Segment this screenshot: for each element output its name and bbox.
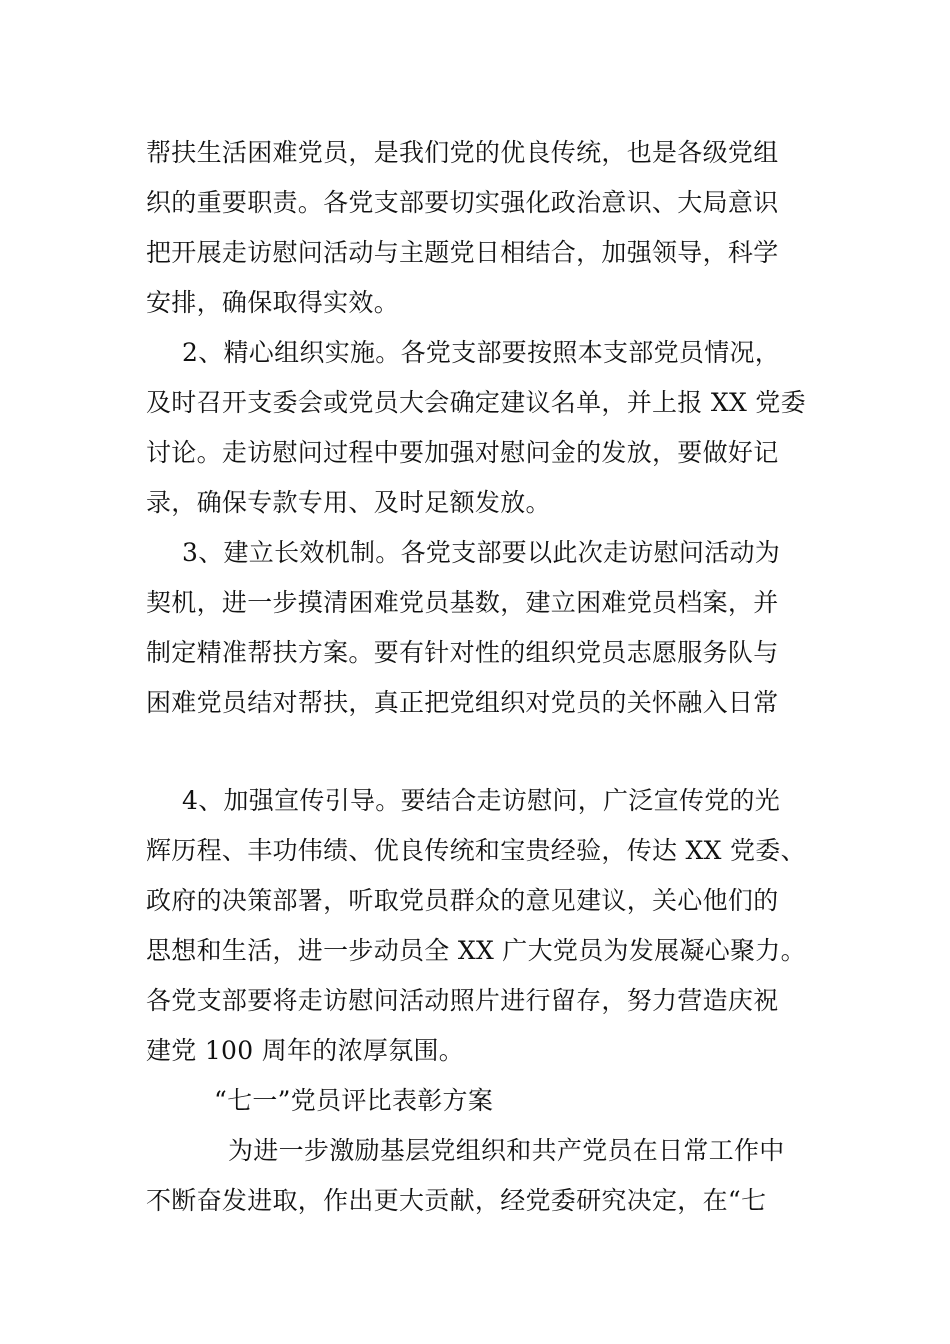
text-line: 辉历程、丰功伟绩、优良传统和宝贵经验，传达 XX 党委、 [146, 836, 806, 865]
text-line: 把开展走访慰问活动与主题党日相结合，加强领导，科学 [146, 238, 779, 267]
text-line: 为进一步激励基层党组织和共产党员在日常工作中 [228, 1136, 785, 1165]
section-heading: “七一”党员评比表彰方案 [214, 1086, 494, 1115]
text-line: 不断奋发进取，作出更大贡献，经党委研究决定，在“七 [146, 1186, 767, 1215]
text-line: 织的重要职责。各党支部要切实强化政治意识、大局意识 [146, 188, 779, 217]
text-line: 2、精心组织实施。各党支部要按照本支部党员情况， [182, 338, 781, 367]
text-line: 安排，确保取得实效。 [146, 288, 400, 317]
text-line: 及时召开支委会或党员大会确定建议名单，并上报 XX 党委 [146, 388, 806, 417]
text-line: 录，确保专款专用、及时足额发放。 [146, 488, 551, 517]
text-line: 契机，进一步摸清困难党员基数，建立困难党员档案，并 [146, 588, 779, 617]
text-line: 困难党员结对帮扶，真正把党组织对党员的关怀融入日常 [146, 688, 779, 717]
text-line: 各党支部要将走访慰问活动照片进行留存，努力营造庆祝 [146, 986, 779, 1015]
text-line: 建党 100 周年的浓厚氛围。 [146, 1036, 465, 1065]
text-line: 3、建立长效机制。各党支部要以此次走访慰问活动为 [182, 538, 781, 567]
text-line: 4、加强宣传引导。要结合走访慰问，广泛宣传党的光 [182, 786, 781, 815]
text-line: 帮扶生活困难党员，是我们党的优良传统，也是各级党组 [146, 138, 779, 167]
text-line: 制定精准帮扶方案。要有针对性的组织党员志愿服务队与 [146, 638, 779, 667]
text-line: 讨论。走访慰问过程中要加强对慰问金的发放，要做好记 [146, 438, 779, 467]
text-line: 思想和生活，进一步动员全 XX 广大党员为发展凝心聚力。 [146, 936, 806, 965]
text-line: 政府的决策部署，听取党员群众的意见建议，关心他们的 [146, 886, 779, 915]
